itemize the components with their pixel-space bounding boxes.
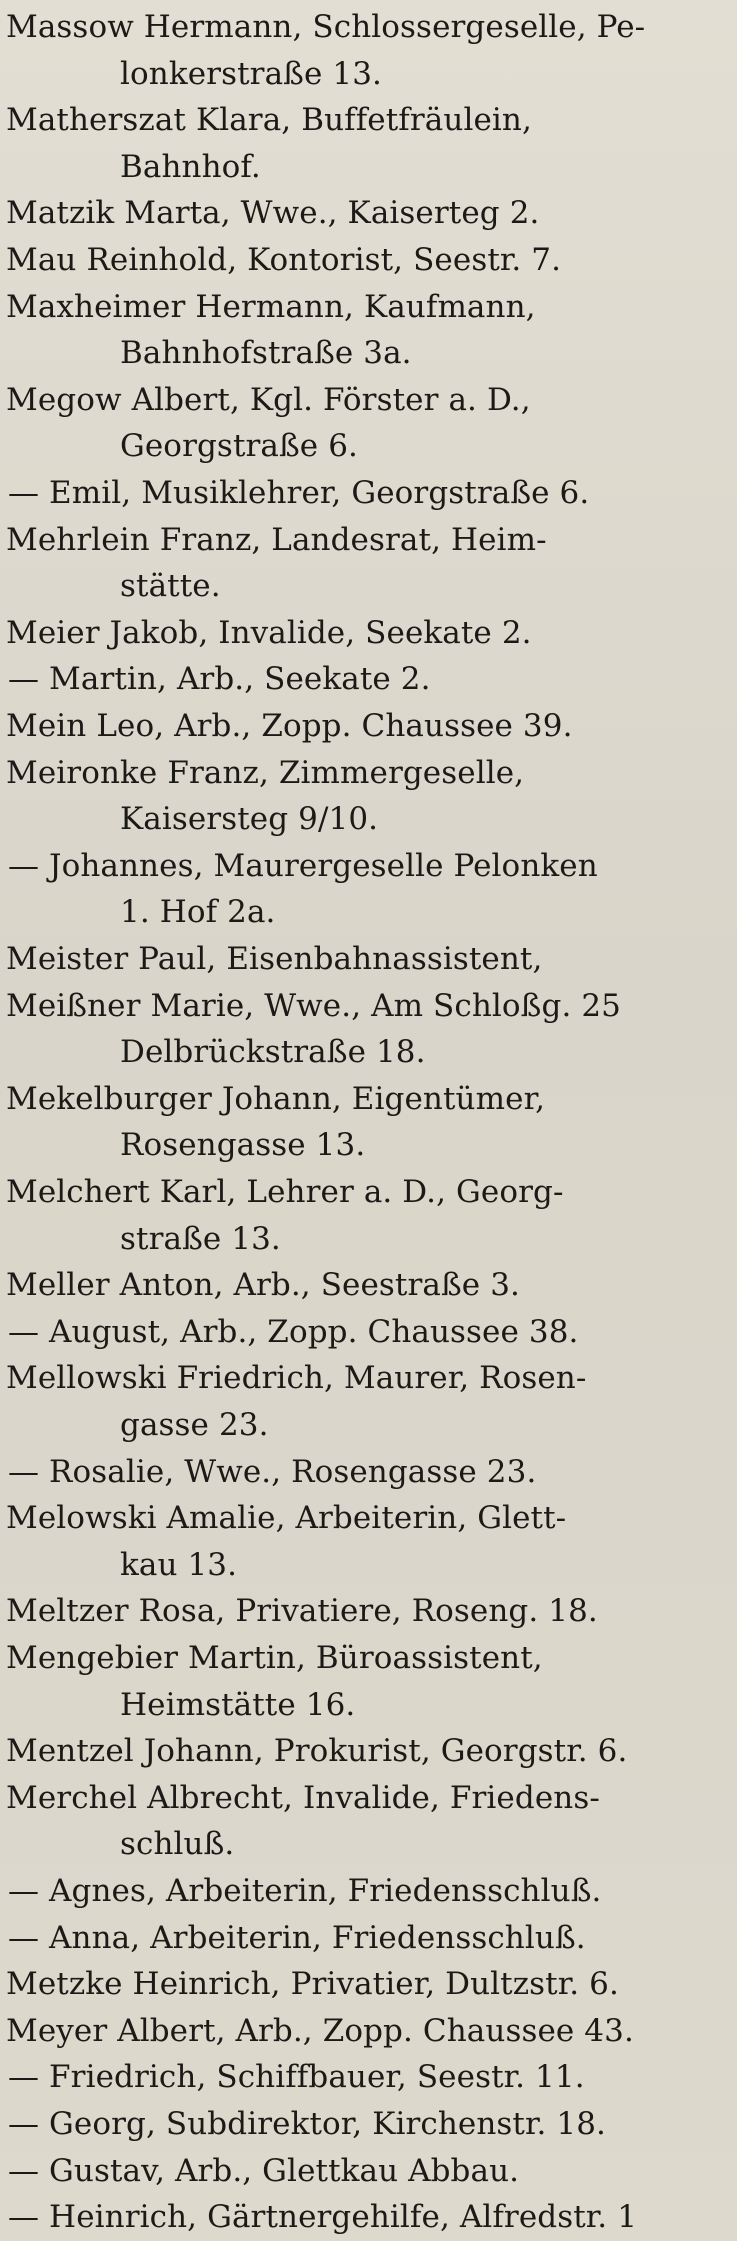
directory-entry-line: — Heinrich, Gärtnergehilfe, Alfredstr. 1 xyxy=(8,2199,638,2235)
directory-entry-line: Mau Reinhold, Kontorist, Seestr. 7. xyxy=(6,242,562,278)
directory-entry-line: Massow Hermann, Schlossergeselle, Pe- xyxy=(6,9,646,45)
directory-entry-line: — Friedrich, Schiffbauer, Seestr. 11. xyxy=(8,2059,585,2095)
directory-entry-line: — Georg, Subdirektor, Kirchenstr. 18. xyxy=(8,2106,607,2142)
directory-entry-continuation: kau 13. xyxy=(120,1547,238,1583)
directory-entry-line: Melchert Karl, Lehrer a. D., Georg- xyxy=(6,1174,564,1210)
directory-entry-line: Meister Paul, Eisenbahnassistent, xyxy=(6,941,543,977)
directory-entry-continuation: Georgstraße 6. xyxy=(120,428,358,464)
directory-entry-line: — Anna, Arbeiterin, Friedensschluß. xyxy=(8,1920,586,1956)
directory-entry-line: Meißner Marie, Wwe., Am Schloßg. 25 xyxy=(6,988,621,1024)
directory-entry-line: Meyer Albert, Arb., Zopp. Chaussee 43. xyxy=(6,2013,634,2049)
directory-entry-line: — Martin, Arb., Seekate 2. xyxy=(8,661,431,697)
directory-entry-line: Mekelburger Johann, Eigentümer, xyxy=(6,1081,546,1117)
directory-entry-line: — Agnes, Arbeiterin, Friedensschluß. xyxy=(8,1873,602,1909)
directory-entry-continuation: gasse 23. xyxy=(120,1407,269,1443)
directory-entry-line: — August, Arb., Zopp. Chaussee 38. xyxy=(8,1314,579,1350)
directory-entry-continuation: Heimstätte 16. xyxy=(120,1687,356,1723)
directory-entry-line: Metzke Heinrich, Privatier, Dultzstr. 6. xyxy=(6,1966,619,2002)
directory-entry-line: Merchel Albrecht, Invalide, Friedens- xyxy=(6,1780,600,1816)
directory-entry-line: Mellowski Friedrich, Maurer, Rosen- xyxy=(6,1360,587,1396)
directory-entry-continuation: 1. Hof 2a. xyxy=(120,894,276,930)
directory-entry-line: Mein Leo, Arb., Zopp. Chaussee 39. xyxy=(6,708,573,744)
directory-entry-line: Mengebier Martin, Büroassistent, xyxy=(6,1640,543,1676)
directory-entry-continuation: Bahnhofstraße 3a. xyxy=(120,335,412,371)
directory-entry-line: Melowski Amalie, Arbeiterin, Glett- xyxy=(6,1500,567,1536)
directory-entry-continuation: Bahnhof. xyxy=(120,149,261,185)
directory-entry-continuation: schluß. xyxy=(120,1826,235,1862)
directory-entry-line: Megow Albert, Kgl. Förster a. D., xyxy=(6,382,531,418)
directory-entry-continuation: Delbrückstraße 18. xyxy=(120,1034,426,1070)
directory-entry-line: Meier Jakob, Invalide, Seekate 2. xyxy=(6,615,532,651)
directory-entry-continuation: straße 13. xyxy=(120,1221,281,1257)
directory-entry-line: Meller Anton, Arb., Seestraße 3. xyxy=(6,1267,520,1303)
directory-entry-continuation: Kaisersteg 9/10. xyxy=(120,801,379,837)
directory-entry-continuation: stätte. xyxy=(120,568,221,604)
directory-entry-line: Maxheimer Hermann, Kaufmann, xyxy=(6,289,536,325)
directory-entry-line: Mentzel Johann, Prokurist, Georgstr. 6. xyxy=(6,1733,628,1769)
directory-entry-line: — Johannes, Maurergeselle Pelonken xyxy=(8,848,598,884)
directory-entry-continuation: lonkerstraße 13. xyxy=(120,56,382,92)
directory-entry-line: Meironke Franz, Zimmergeselle, xyxy=(6,755,525,791)
directory-entry-line: Mehrlein Franz, Landesrat, Heim- xyxy=(6,522,547,558)
directory-entry-line: Matherszat Klara, Buffetfräulein, xyxy=(6,102,532,138)
directory-entry-line: — Rosalie, Wwe., Rosengasse 23. xyxy=(8,1454,537,1490)
directory-entry-continuation: Rosengasse 13. xyxy=(120,1127,366,1163)
directory-entry-line: Matzik Marta, Wwe., Kaiserteg 2. xyxy=(6,195,540,231)
directory-entry-line: — Emil, Musiklehrer, Georgstraße 6. xyxy=(8,475,590,511)
directory-entry-line: — Gustav, Arb., Glettkau Abbau. xyxy=(8,2153,520,2189)
directory-entry-line: Meltzer Rosa, Privatiere, Roseng. 18. xyxy=(6,1593,598,1629)
